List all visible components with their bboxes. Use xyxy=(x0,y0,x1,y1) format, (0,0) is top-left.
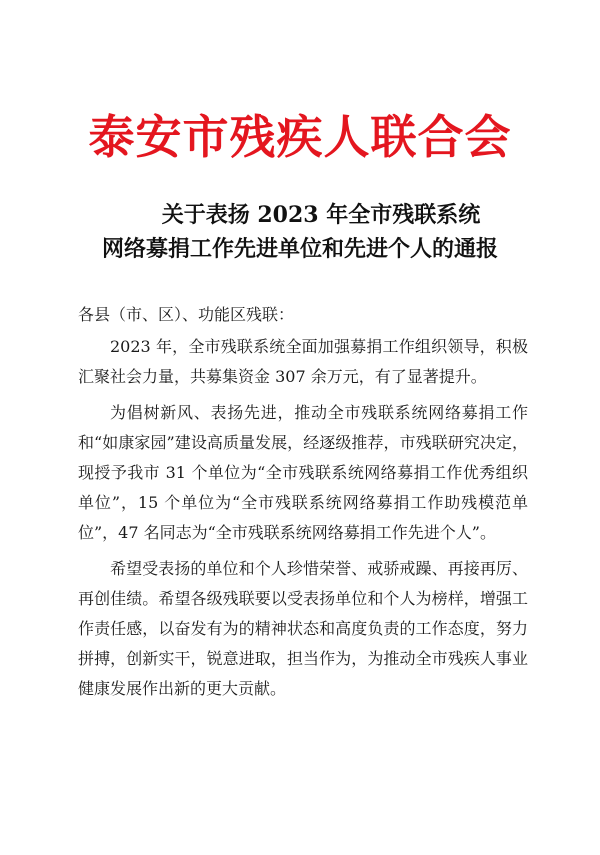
organization-header: 泰安市残疾人联合会 xyxy=(88,110,512,164)
salutation: 各县（市、区）、功能区残联： xyxy=(78,305,295,324)
paragraph-expectations: 希望受表扬的单位和个人珍惜荣誉、戒骄戒躁、再接再厉、再创佳绩。希望各级残联要以受表扬单位和个人为榜样，增强工作责任感，以奋发有为的精神状态和高度负责的工作态度，努力拼搏，创新实干，锐意进取，担当作为，为推动全市残疾人事业健康发展作出新的更大贡献。 xyxy=(78,559,528,698)
title-line-2: 网络募捐工作先进单位和先进个人的通报 xyxy=(101,236,498,262)
paragraph-awards: 为倡树新风、表扬先进，推动全市残联系统网络募捐工作和“如康家园”建设高质量发展，经逐级推荐，市残联研究决定，现授予我市 31 个单位为“全市残联系统网络募捐工作优秀组织单位”，15 个单位为“全市残联系统网络募捐工作助残模范单位”，47 名同志为“全市残联系统网络募捐工作先进个人”。 xyxy=(78,403,528,542)
title-line-1: 关于表扬 2023 年全市残联系统 xyxy=(161,202,481,228)
paragraph-funds-raised: 2023 年，全市残联系统全面加强募捐工作组织领导，积极汇聚社会力量，共募集资金 307 余万元，有了显著提升。 xyxy=(78,337,528,386)
document-body xyxy=(78,300,528,710)
document-title xyxy=(0,198,600,266)
